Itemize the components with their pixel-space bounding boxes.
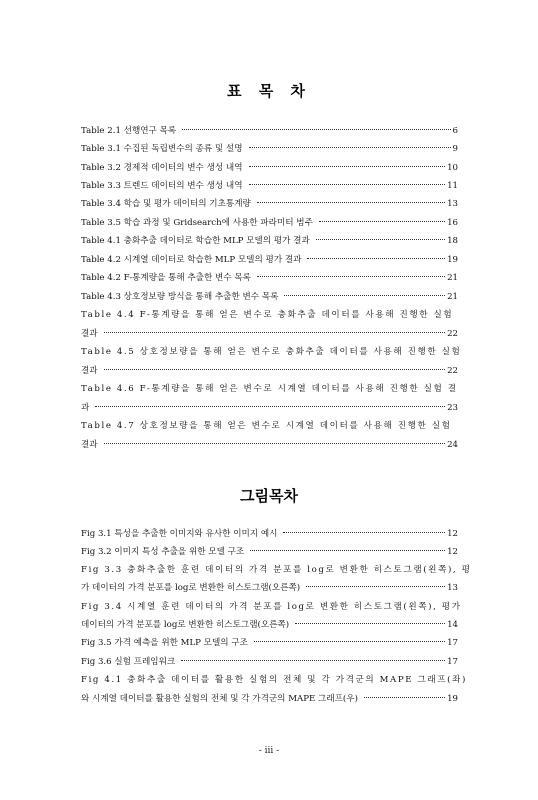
- toc-entry[interactable]: [81, 436, 458, 454]
- toc-entry[interactable]: [81, 140, 458, 158]
- entry-label: Table 4.1 충화추출 데이터로 학습한 MLP 모델의 평가 결과: [81, 236, 310, 246]
- entry-page: 13: [447, 199, 458, 209]
- entry-label: Table 3.5 학습 과정 및 Gridsearch에 사용한 파라미터 범주: [81, 218, 313, 228]
- dot-leader: [295, 623, 445, 624]
- toc-entry[interactable]: [81, 399, 458, 417]
- dot-leader: [284, 295, 445, 296]
- entry-label: Table 3.2 경제적 데이터의 변수 생성 내역: [81, 163, 243, 173]
- dot-leader: [319, 221, 445, 222]
- figures-heading: 그림목차: [240, 487, 298, 505]
- toc-entry[interactable]: [81, 543, 458, 561]
- entry-page: 6: [452, 126, 458, 136]
- entry-label: 와 시계열 데이터를 활용한 실험의 전체 및 각 가격군의 MAPE 그래프(우): [81, 694, 358, 704]
- page-number: - iii -: [258, 746, 280, 756]
- toc-entry[interactable]: [81, 159, 458, 177]
- dot-leader: [257, 202, 445, 203]
- entry-page: 12: [447, 547, 458, 557]
- toc-entry-line1[interactable]: [81, 598, 462, 616]
- dot-leader: [254, 641, 445, 642]
- entry-label: Fig 3.1 특성을 추출한 이미지와 유사한 이미지 예시: [81, 529, 278, 539]
- entry-page: 19: [447, 694, 458, 704]
- toc-entry[interactable]: [81, 634, 458, 652]
- entry-label: 결과: [81, 440, 98, 450]
- toc-entry-line1[interactable]: [81, 561, 472, 579]
- entry-label: Table 4.6 F-통계량을 통해 얻은 변수로 시계열 데이터를 사용해 진행한 실험 결: [81, 384, 458, 394]
- dot-leader: [250, 550, 445, 551]
- entry-label: 결과: [81, 329, 98, 339]
- toc-entry-line1[interactable]: [81, 671, 467, 689]
- entry-page: 19: [447, 255, 458, 265]
- entry-label: 가 데이터의 가격 분포를 log로 변환한 히스토그램(오른쪽): [81, 583, 301, 593]
- toc-entry[interactable]: [81, 325, 458, 343]
- entry-label: 데이터의 가격 분포를 log로 변환한 히스토그램(오른쪽): [81, 620, 290, 630]
- entry-label: Fig 3.3 충화추출한 훈련 데이터의 가격 분포를 log로 변환한 히스토그램(왼쪽), 평: [81, 565, 472, 575]
- dot-leader: [104, 369, 445, 370]
- toc-entry[interactable]: [81, 690, 458, 708]
- entry-label: Fig 3.2 이미지 특성 추출을 위한 모델 구조: [81, 547, 245, 557]
- dot-leader: [182, 129, 450, 130]
- entry-page: 16: [447, 218, 458, 228]
- entry-label: Fig 3.6 실험 프레임워크: [81, 657, 176, 667]
- dot-leader: [181, 660, 445, 661]
- entry-page: 9: [452, 144, 458, 154]
- entry-page: 10: [447, 163, 458, 173]
- toc-entry[interactable]: [81, 251, 458, 269]
- toc-entry[interactable]: [81, 232, 458, 250]
- entry-page: 18: [447, 236, 458, 246]
- entry-page: 11: [447, 181, 458, 191]
- dot-leader: [249, 166, 446, 167]
- entry-page: 17: [447, 638, 458, 648]
- toc-entry[interactable]: [81, 269, 458, 287]
- entry-label: Table 4.2 시계열 데이터로 학습한 MLP 모델의 평가 결과: [81, 255, 302, 265]
- dot-leader: [306, 586, 445, 587]
- entry-page: 21: [447, 292, 458, 302]
- entry-page: 13: [447, 583, 458, 593]
- entry-page: 12: [447, 529, 458, 539]
- toc-entry[interactable]: [81, 579, 458, 597]
- entry-page: 21: [447, 273, 458, 283]
- entry-label: Fig 3.4 시계열 훈련 데이터의 가격 분포를 log로 변환한 히스토그램(왼쪽), 평가: [81, 602, 462, 612]
- entry-page: 24: [447, 440, 458, 450]
- toc-entry[interactable]: [81, 525, 458, 543]
- dot-leader: [104, 332, 445, 333]
- dot-leader: [307, 258, 445, 259]
- toc-entry[interactable]: [81, 288, 458, 306]
- toc-entry-line1[interactable]: [81, 306, 458, 324]
- entry-label: 결과: [81, 366, 98, 376]
- toc-entry-line1[interactable]: [81, 343, 462, 361]
- dot-leader: [95, 406, 445, 407]
- entry-page: 22: [447, 329, 458, 339]
- dot-leader: [257, 276, 445, 277]
- entry-page: 14: [447, 620, 458, 630]
- toc-entry[interactable]: [81, 122, 458, 140]
- dot-leader: [104, 443, 445, 444]
- entry-page: 22: [447, 366, 458, 376]
- entry-page: 17: [447, 657, 458, 667]
- entry-label: Fig 3.5 가격 예측을 위한 MLP 모델의 구조: [81, 638, 248, 648]
- entry-label: Table 4.2 F-통계량을 통해 추출한 변수 목록: [81, 273, 251, 283]
- entry-label: Fig 4.1 충화추출 데이터를 활용한 실험의 전체 및 각 가격군의 MAPE 그래프(좌): [81, 675, 467, 685]
- entry-label: 과: [81, 403, 90, 413]
- dot-leader: [316, 239, 445, 240]
- entry-label: Table 4.3 상호정보량 방식을 통해 추출한 변수 목록: [81, 292, 279, 302]
- dot-leader: [249, 184, 446, 185]
- tables-heading: 표 목 차: [227, 82, 311, 100]
- entry-page: 23: [447, 403, 458, 413]
- toc-entry-line1[interactable]: [81, 380, 458, 398]
- toc-entry[interactable]: [81, 195, 458, 213]
- entry-label: Table 4.7 상호정보량을 통해 얻은 변수로 시계열 데이터를 사용해 진행한 실험: [81, 421, 452, 431]
- entry-label: Table 3.4 학습 및 평가 데이터의 기초통계량: [81, 199, 251, 209]
- dot-leader: [249, 147, 451, 148]
- toc-entry-line1[interactable]: [81, 417, 458, 435]
- toc-entry[interactable]: [81, 653, 458, 671]
- toc-entry[interactable]: [81, 214, 458, 232]
- entry-label: Table 4.5 상호정보량을 통해 얻은 변수로 충화추출 데이터를 사용해 진행한 실험: [81, 347, 462, 357]
- toc-entry[interactable]: [81, 177, 458, 195]
- toc-entry[interactable]: [81, 616, 458, 634]
- dot-leader: [364, 697, 445, 698]
- entry-label: Table 3.3 트렌드 데이터의 변수 생성 내역: [81, 181, 243, 191]
- entry-label: Table 3.1 수집된 독립변수의 종류 및 설명: [81, 144, 243, 154]
- entry-label: Table 4.4 F-통계량을 통해 얻은 변수로 충화추출 데이터를 사용해 진행한 실험: [81, 310, 454, 320]
- dot-leader: [283, 532, 445, 533]
- entry-label: Table 2.1 선행연구 목록: [81, 126, 177, 136]
- toc-entry[interactable]: [81, 362, 458, 380]
